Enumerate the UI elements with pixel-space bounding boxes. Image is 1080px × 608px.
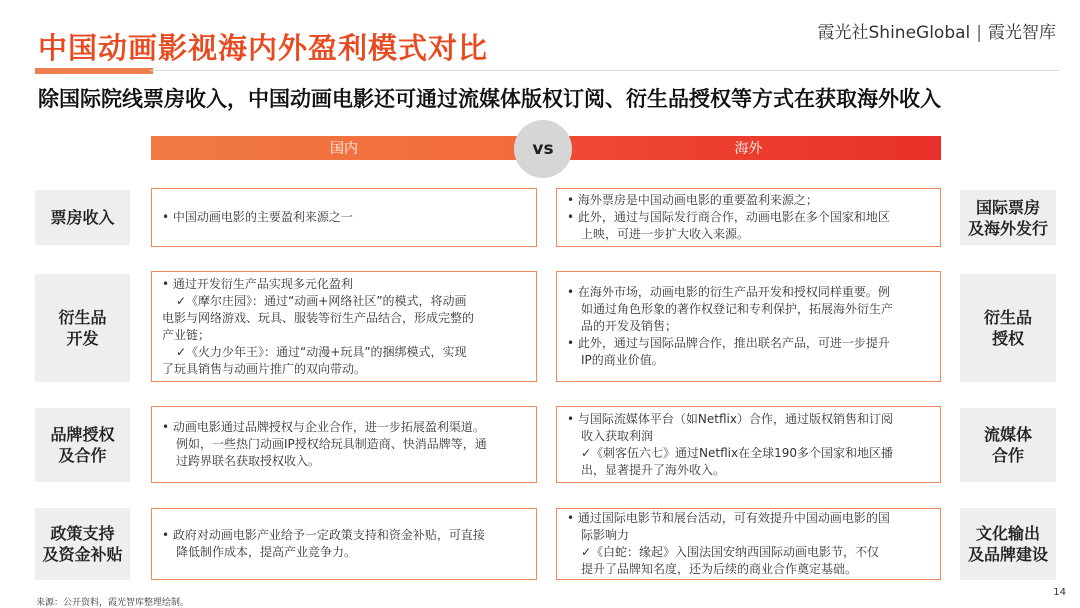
text-line: ✓《火力少年王》：通过“动漫+玩具”的捆绑模式，实现 (176, 344, 467, 359)
text-line: IP的商业价值。 (581, 353, 664, 367)
page-title: 中国动画影视海内外盈利模式对比 (38, 31, 489, 65)
text-line: • 通过开发衍生产品实现多元化盈利 (162, 276, 353, 291)
category-box-intl-box-office (960, 190, 1056, 245)
category-label: 及品牌建设 (967, 545, 1048, 564)
text-line: • 中国动画电影的主要盈利来源之一 (162, 210, 353, 224)
text-line: 提升了品牌知名度，还为后续的商业合作奠定基础。 (581, 562, 858, 576)
domestic-box-box-office (151, 188, 537, 247)
domestic-box-derivatives (151, 271, 537, 382)
domestic-box-policy-support (151, 508, 537, 580)
brand-logo (818, 18, 1057, 43)
category-label: 衍生品 (983, 308, 1032, 327)
text-line: • 动画电影通过品牌授权与企业合作，进一步拓展盈利渠道。 (162, 420, 485, 434)
text-line: • 此外，通过与国际品牌合作，推出联名产品，可进一步提升 (567, 336, 890, 350)
category-box-derivative-licensing (960, 274, 1056, 382)
category-label: 授权 (991, 329, 1024, 348)
category-label: 衍生品 (58, 308, 107, 327)
column-header-overseas: 海外 (556, 136, 941, 160)
source-note: 来源：公开资料，霞光智库整理绘制。 (36, 598, 190, 608)
text-line: ✓《摩尔庄园》：通过“动画+网络社区”的模式，将动画 (176, 293, 467, 308)
text-line: 上映，可进一步扩大收入来源。 (581, 227, 750, 241)
category-label: 票房收入 (50, 208, 115, 227)
text-line: • 政府对动画电影产业给予一定政策支持和资金补贴，可直接 (162, 528, 485, 542)
category-label: 及资金补贴 (42, 545, 123, 564)
overseas-box-streaming (556, 406, 941, 483)
category-box-cultural-export (960, 508, 1056, 580)
page-number: 14 (1053, 587, 1066, 598)
column-header-domestic: 国内 (151, 136, 537, 160)
category-box-derivatives (35, 274, 130, 382)
category-label: 国际票房 (975, 197, 1040, 217)
text-line: • 在海外市场，动画电影的衍生产品开发和授权同样重要。例 (567, 285, 890, 299)
text-line: 产业链； (162, 327, 211, 342)
category-box-policy-support (35, 508, 130, 580)
text-line: ✓《刺客伍六七》通过Netflix在全球190多个国家和地区播 (581, 445, 894, 460)
subtitle: 除国际院线票房收入，中国动画电影还可通过流媒体版权订阅、衍生品授权等方式在获取海外收入 (38, 87, 941, 111)
vs-badge: vs (514, 120, 572, 178)
overseas-box-derivatives (556, 271, 941, 382)
category-label: 开发 (66, 329, 99, 348)
text-line: 品的开发及销售； (581, 319, 678, 333)
divider (150, 70, 1060, 71)
brand-left: 霞光社ShineGlobal (817, 23, 971, 43)
category-label: 品牌授权 (50, 425, 115, 444)
brand-right: 霞光智库 (988, 23, 1056, 43)
category-label: 文化输出 (975, 524, 1040, 543)
text-line: 出，显著提升了海外收入。 (581, 462, 726, 477)
domestic-box-brand-licensing (151, 406, 537, 483)
overseas-box-cultural-export (556, 508, 941, 580)
category-label: 及合作 (58, 446, 107, 465)
text-line: 如通过角色形象的著作权登记和专利保护，拓展海外衍生产 (581, 302, 894, 316)
category-box-brand-licensing (35, 408, 130, 482)
text-line: • 与国际流媒体平台（如Netflix）合作，通过版权销售和订阅 (567, 411, 893, 426)
brand-separator: | (976, 23, 982, 43)
text-line: • 此外，通过与国际发行商合作，动画电影在多个国家和地区 (567, 210, 890, 224)
text-line: 电影与网络游戏、玩具、服装等衍生产品结合，形成完整的 (162, 310, 475, 325)
text-line: • 通过国际电影节和展台活动，可有效提升中国动画电影的国 (567, 511, 890, 525)
text-line: 例如，一些热门动画IP授权给玩具制造商、快消品牌等，通 (176, 437, 487, 451)
category-label: 及海外发行 (967, 218, 1048, 238)
category-label: 流媒体 (983, 425, 1032, 444)
text-line: 降低制作成本，提高产业竞争力。 (176, 545, 357, 559)
category-box-streaming (960, 408, 1056, 482)
text-line: ✓《白蛇：缘起》入围法国安纳西国际动画电影节，不仅 (581, 545, 880, 559)
category-box-box-office (35, 190, 130, 245)
text-line: 了玩具销售与动画片推广的双向带动。 (162, 361, 367, 376)
text-line: • 海外票房是中国动画电影的重要盈利来源之； (567, 193, 818, 207)
category-label: 政策支持 (50, 524, 115, 543)
text-line: 过跨界联名获取授权收入。 (176, 454, 321, 468)
text-line: 收入获取利润 (581, 428, 654, 443)
category-label: 合作 (991, 446, 1024, 465)
title-underline (35, 68, 153, 74)
text-line: 际影响力 (581, 528, 630, 542)
overseas-box-box-office (556, 188, 941, 247)
